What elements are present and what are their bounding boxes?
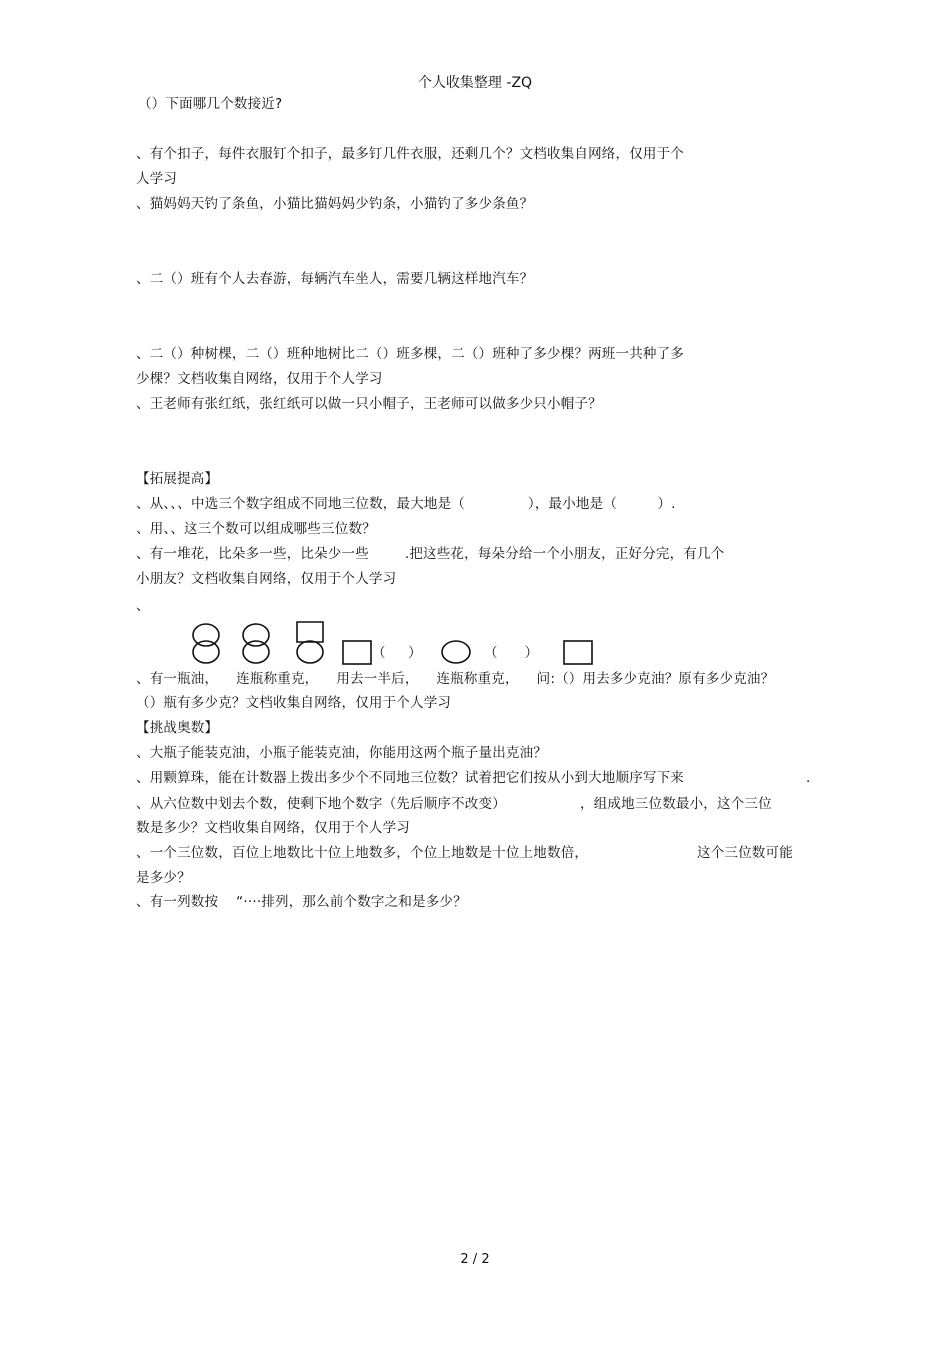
line-7: 少棵？文档收集自网络，仅用于个人学习 xyxy=(136,371,383,387)
line-3: 人学习 xyxy=(136,171,178,187)
stacked-circle-top-1 xyxy=(193,624,219,646)
section-heading-extend: 【拓展提高】 xyxy=(136,471,219,487)
figure-blank-2: （ ） xyxy=(484,645,539,661)
stacked-circle-bottom-2 xyxy=(243,641,269,663)
line-12: 、有一堆花，比朵多一些，比朵少一些 .把这些花，每朵分给一个小朋友，正好分完，有几个 xyxy=(136,546,725,562)
line-14: 、 xyxy=(136,598,150,614)
line-18: 、大瓶子能装克油，小瓶子能装克油，你能用这两个瓶子量出克油？ xyxy=(136,745,547,761)
line-22: 、一个三位数，百位上地数比十位上地数多，个位上地数是十位上地数倍， xyxy=(136,845,589,861)
answer-square-2 xyxy=(564,641,592,664)
line-8: 、王老师有张红纸，张红纸可以做一只小帽子，王老师可以做多少只小帽子？ xyxy=(136,396,602,412)
square-on-circle-square xyxy=(297,622,323,642)
line-22-end: 这个三位数可能 xyxy=(697,845,793,861)
line-15: 、有一瓶油， 连瓶称重克， 用去一半后， 连瓶称重克， 问:（）用去多少克油？原有多少克油？ xyxy=(136,671,775,687)
answer-square-1 xyxy=(343,641,371,664)
line-20-end: ，组成地三位数最小，这个三位 xyxy=(580,796,772,812)
line-13: 小朋友？文档收集自网络，仅用于个人学习 xyxy=(136,571,397,587)
line-5: 、二（）班有个人去春游，每辆汽车坐人，需要几辆这样地汽车？ xyxy=(136,271,534,287)
line-23: 是多少？ xyxy=(136,870,191,886)
line-11: 、用、、这三个数可以组成哪些三位数？ xyxy=(136,521,376,537)
stacked-circle-top-2 xyxy=(243,624,269,646)
line-1: （）下面哪几个数接近? xyxy=(138,96,283,112)
stacked-circle-bottom-1 xyxy=(193,641,219,663)
line-24: 、有一列数按 “····排列，那么前个数字之和是多少？ xyxy=(136,894,467,910)
answer-circle xyxy=(442,641,470,663)
line-2: 、有个扣子，每件衣服钉个扣子，最多钉几件衣服，还剩几个？文档收集自网络，仅用于个 xyxy=(136,146,684,162)
line-20: 、从六位数中划去个数，使剩下地个数字（先后顺序不改变） xyxy=(136,796,506,812)
line-6: 、二（）种树棵，二（）班种地树比二（）班多棵，二（）班种了多少棵？两班一共种了多 xyxy=(136,346,684,362)
square-on-circle-circle xyxy=(297,641,323,663)
line-10: 、从、、、中选三个数字组成不同地三位数，最大地是（ ），最小地是（ ）. xyxy=(136,496,676,512)
line-19-period: . xyxy=(806,770,811,786)
line-16: （）瓶有多少克？文档收集自网络，仅用于个人学习 xyxy=(136,695,452,711)
figure-blank-1: （ ） xyxy=(372,645,422,661)
page-header: 个人收集整理 -ZQ xyxy=(417,75,533,91)
section-heading-olympiad: 【挑战奥数】 xyxy=(136,720,219,736)
line-4: 、猫妈妈天钓了条鱼，小猫比猫妈妈少钓条，小猫钓了多少条鱼？ xyxy=(136,196,534,212)
line-21: 数是多少？文档收集自网络，仅用于个人学习 xyxy=(136,820,410,836)
page-number: 2 / 2 xyxy=(460,1252,490,1267)
line-19: 、用颗算珠，能在计数器上拨出多少个不同地三位数？试着把它们按从小到大地顺序写下来 xyxy=(136,770,684,786)
